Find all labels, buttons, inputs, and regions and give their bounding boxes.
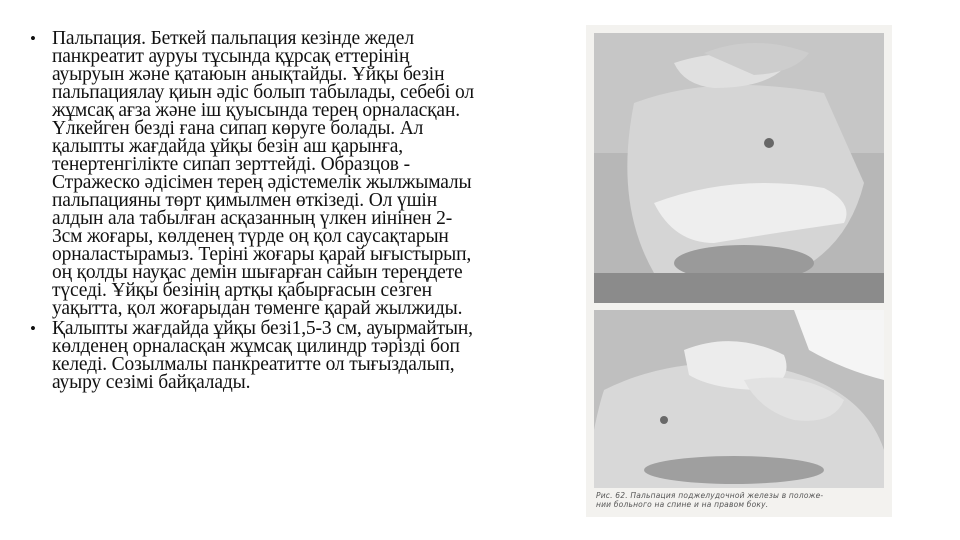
bullet-dot: • [30,319,36,338]
bullet-item-2 [30,320,590,392]
text-line: Үлкейген безді ғана сипап көруге болады. Ал [52,118,424,139]
bullet-dot: • [30,29,36,48]
text-line: Стражеско әдісімен терең әдістемелік жылжымалы [52,172,472,193]
text-line: ауыруын және қатаюын анықтайды. Ұйқы безін [52,64,445,85]
figure-palpation [586,25,892,517]
text-line: 3см жоғары, көлденең түрде оң қол саусақтарын [52,226,449,247]
text-line: қалыпты жағдайда ұйқы безін аш қарынға, [52,136,403,157]
text-line: пальпациялау қиын әдіс болып табылады, себебі ол [52,82,474,103]
text-line: пальпацияны төрт қимылмен өткізеді. Ол үшін [52,190,437,211]
text-line: түседі. Ұйқы безінің артқы қабырғасын сезген [52,280,432,301]
photo-supine-palpation [594,33,884,303]
text-line: тенертенгілікте сипап зерттейді. Образцов - [52,154,410,175]
text-line: уақытта, қол жоғарыдан төменге қарай жылжиды. [52,298,463,319]
photo-supine-illustration [594,33,884,303]
figure-caption [596,491,886,509]
text-content [30,30,590,394]
text-line: орналастырамыз. Теріні жоғары қарай ығыстырып, [52,244,472,265]
text-line: алдын ала табылған асқазанның үлкен иінінен 2- [52,208,453,229]
text-line: жұмсақ ағза және іш қуысында терең орналасқан. [52,100,460,121]
text-line: ауыру сезімі байқалады. [52,372,251,393]
text-line: оң қолды науқас демін шығарған сайын тереңдете [52,262,463,283]
text-line: Қалыпты жағдайда ұйқы безі1,5-3 см, ауырмайтын, [52,318,473,339]
text-line: панкреатит ауруы тұсында құрсақ еттерінің [52,46,410,67]
text-line: Пальпация. Беткей пальпация кезінде жедел [52,28,414,49]
photo-side-palpation [594,310,884,488]
caption-line: нии больного на спине и на правом боку. [596,500,769,509]
photo-side-illustration [594,310,884,488]
bullet-item-1 [30,30,590,318]
caption-line: Рис. 62. Пальпация поджелудочной железы в положе- [596,491,824,500]
text-line: көлденең орналасқан жұмсақ цилиндр тәрізді боп [52,336,460,357]
text-line: келеді. Созылмалы панкреатитте ол тығыздалып, [52,354,455,375]
